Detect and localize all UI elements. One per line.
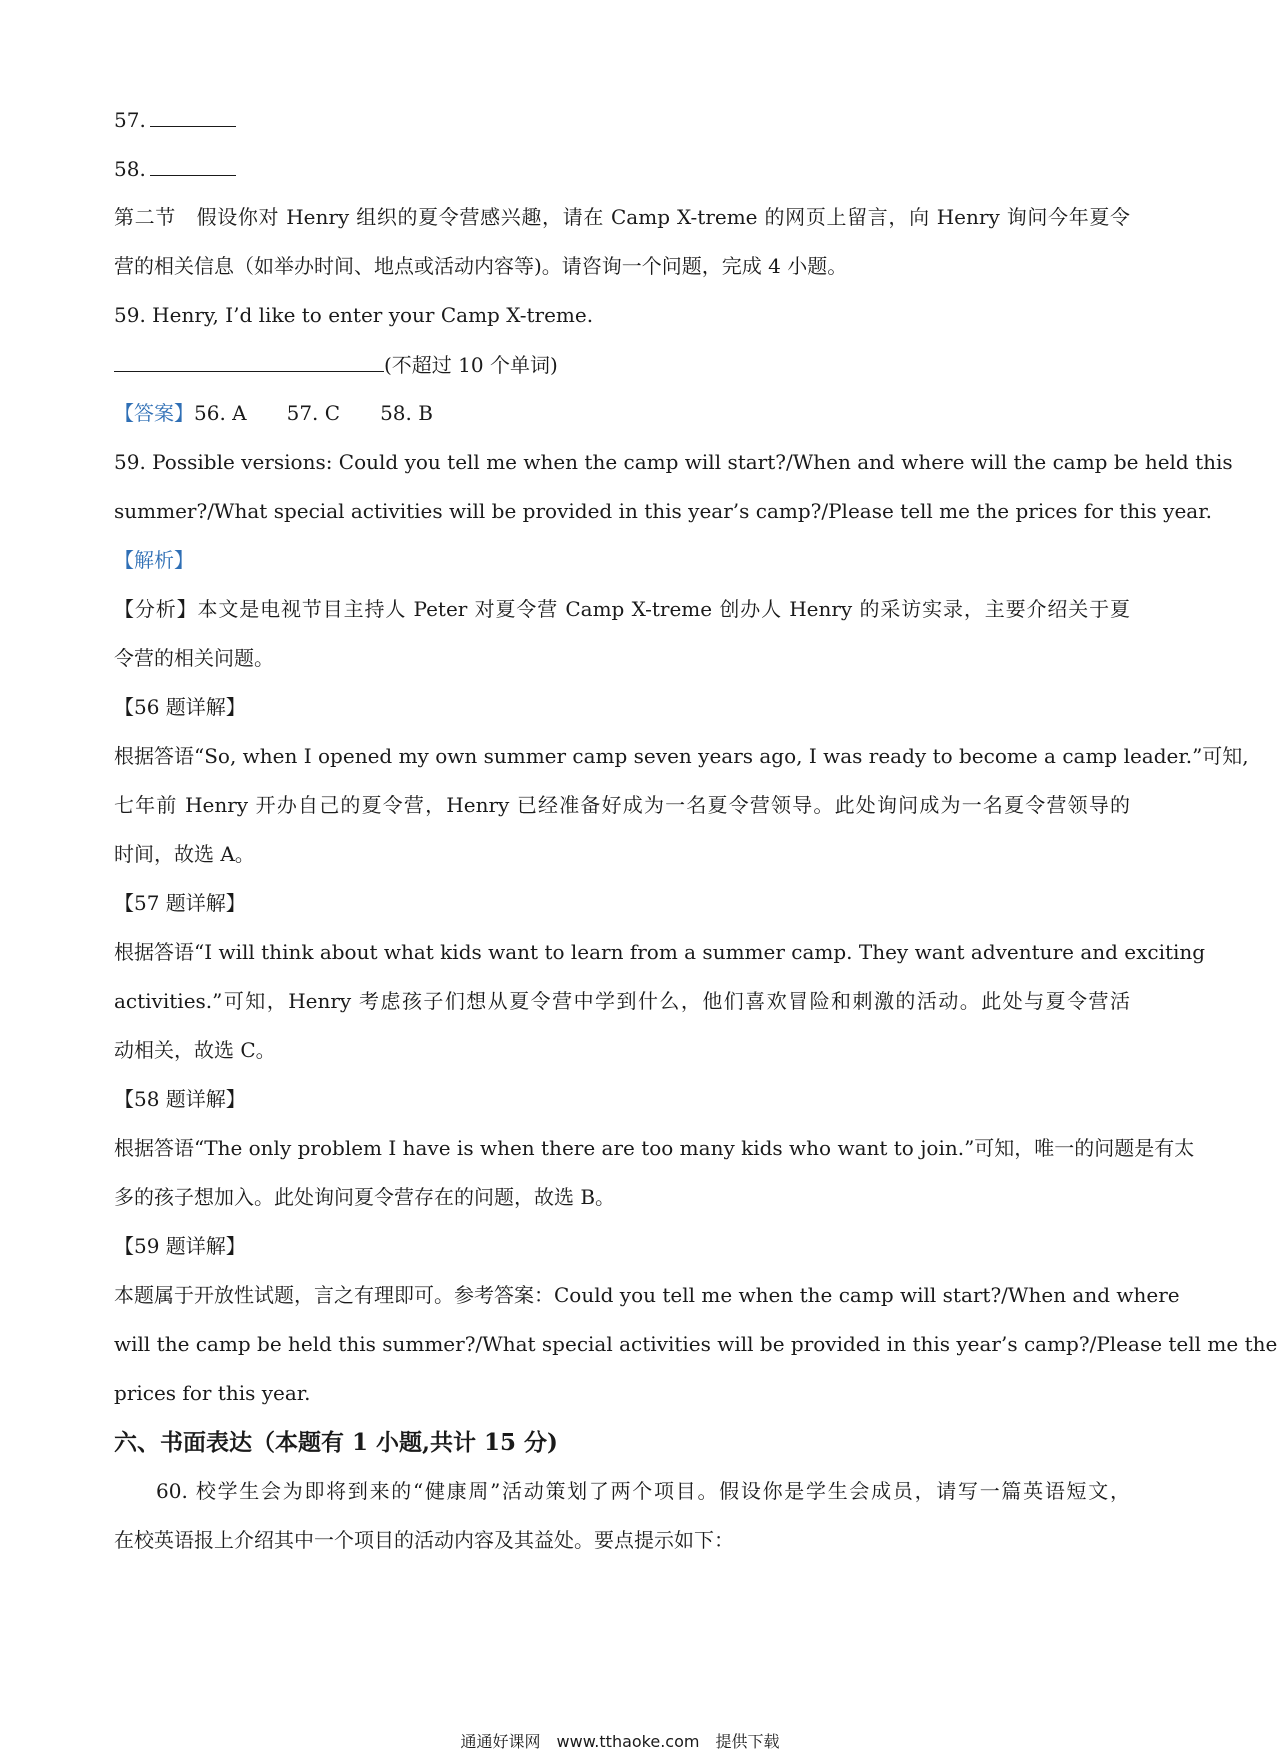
question-number: 58.	[114, 157, 146, 181]
question-60-line2: 在校英语报上介绍其中一个项目的活动内容及其益处。要点提示如下：	[114, 1528, 734, 1552]
answer-57: 57. C	[286, 401, 341, 425]
analysis-summary-line1: 【分析】本文是电视节目主持人 Peter 对夏令营 Camp X-treme 创办人 Henry 的采访实录，主要介绍关于夏	[114, 597, 1130, 621]
detail-57-line2: activities.”可知，Henry 考虑孩子们想从夏令营中学到什么，他们喜欢冒险和刺激的活动。此处与夏令营活	[114, 989, 1130, 1013]
question-number: 57.	[114, 108, 146, 132]
answer-59-line2: summer?/What special activities will be provided in this year’s camp?/Please tell me the prices for this year.	[114, 499, 1212, 523]
detail-58-line1: 根据答语“The only problem I have is when there are too many kids who want to join.”可知，唯一的问题是有太	[114, 1136, 1195, 1160]
answer-row	[114, 400, 1130, 426]
analysis-summary-line2: 令营的相关问题。	[114, 646, 274, 670]
question-58-blank	[114, 155, 1130, 182]
detail-56-line3: 时间，故选 A。	[114, 842, 255, 866]
word-limit-note: (不超过 10 个单词)	[384, 353, 558, 377]
detail-58-title: 【58 题详解】	[114, 1087, 246, 1111]
detail-59-line1: 本题属于开放性试题，言之有理即可。参考答案：Could you tell me when the camp will start?/When and where	[114, 1283, 1180, 1307]
question-59-answer-line	[114, 351, 1130, 378]
answer-59-line1: 59. Possible versions: Could you tell me when the camp will start?/When and where will the camp be held this	[114, 450, 1233, 474]
detail-59-line3: prices for this year.	[114, 1381, 311, 1405]
detail-59-line2: will the camp be held this summer?/What special activities will be provided in this year’s camp?/Please tell me the	[114, 1332, 1277, 1356]
answer-blank	[150, 106, 236, 127]
answer-blank	[114, 351, 384, 372]
detail-58-line2: 多的孩子想加入。此处询问夏令营存在的问题，故选 B。	[114, 1185, 616, 1209]
detail-56-line2: 七年前 Henry 开办自己的夏令营，Henry 已经准备好成为一名夏令营领导。此处询问成为一名夏令营领导的	[114, 793, 1130, 817]
section6-heading: 六、书面表达（本题有 1 小题,共计 15 分)	[114, 1429, 558, 1456]
detail-56-title: 【56 题详解】	[114, 695, 246, 719]
detail-56-line1: 根据答语“So, when I opened my own summer camp seven years ago, I was ready to become a camp leader.”可知,	[114, 744, 1249, 768]
detail-57-title: 【57 题详解】	[114, 891, 246, 915]
question-59-prompt: 59. Henry, I’d like to enter your Camp X-treme.	[114, 303, 594, 327]
section2-instruction-line2: 营的相关信息（如举办时间、地点或活动内容等)。请咨询一个问题，完成 4 小题。	[114, 254, 848, 278]
analysis-tag: 【解析】	[114, 548, 194, 572]
question-60-line1: 60. 校学生会为即将到来的“健康周”活动策划了两个项目。假设你是学生会成员，请写一篇英语短文，	[156, 1479, 1130, 1503]
detail-57-line3: 动相关，故选 C。	[114, 1038, 276, 1062]
detail-59-title: 【59 题详解】	[114, 1234, 246, 1258]
detail-57-line1: 根据答语“I will think about what kids want to learn from a summer camp. They want adventure and exciting	[114, 940, 1206, 964]
question-57-blank	[114, 106, 1130, 133]
answer-58: 58. B	[380, 401, 433, 425]
answer-56: 56. A	[194, 401, 247, 425]
answer-tag: 【答案】	[114, 401, 194, 425]
section2-instruction-line1: 第二节 假设你对 Henry 组织的夏令营感兴趣，请在 Camp X-treme 的网页上留言，向 Henry 询问今年夏令	[114, 205, 1130, 229]
page-footer: 通通好课网 www.tthaoke.com 提供下载	[460, 1732, 780, 1751]
answer-blank	[150, 155, 236, 176]
